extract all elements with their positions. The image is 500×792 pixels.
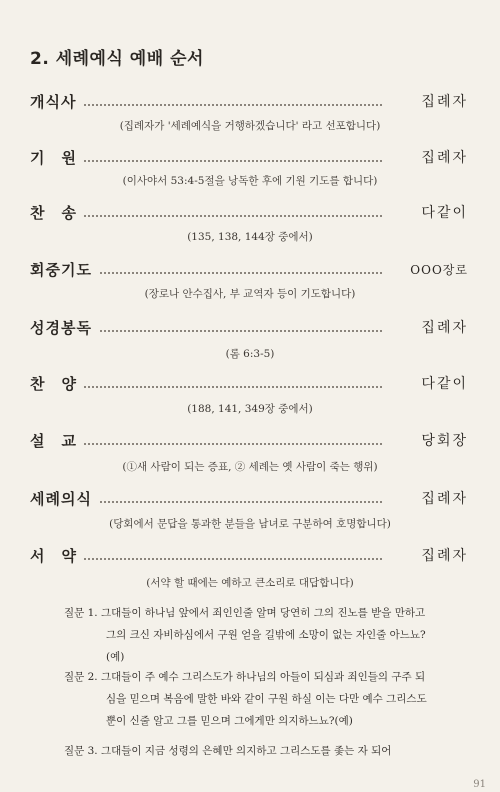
order-item-name: 세례의식 (30, 489, 98, 509)
page-number: 91 (473, 779, 486, 790)
order-item-name: 서 약 (30, 546, 83, 566)
order-item-note: (188, 141, 349장 중에서) (187, 403, 313, 415)
dot-leader (80, 272, 382, 274)
dot-leader (80, 160, 382, 162)
order-row-invocation (30, 148, 468, 170)
order-item-name: 찬 양 (30, 374, 83, 394)
dot-leader (80, 386, 382, 388)
order-item-leader: OOO장로 (404, 260, 468, 280)
order-item-leader: 집례자 (415, 489, 468, 509)
dot-leader (80, 330, 382, 332)
order-row-baptism-rite (30, 489, 468, 511)
order-row-praise (30, 374, 468, 396)
order-item-leader: 집례자 (415, 318, 468, 338)
order-item-note: (롬 6:3-5) (225, 348, 275, 360)
order-item-leader: 다같이 (415, 374, 468, 394)
section-title: 2. 세례예식 예배 순서 (30, 49, 204, 69)
dot-leader (80, 104, 382, 106)
vow-question-3: 질문 3. 그대들이 지금 성령의 은혜만 의지하고 그리스도를 좇는 자 되어 (64, 745, 392, 757)
order-row-sermon (30, 431, 468, 453)
order-item-note: (장로나 안수집사, 부 교역자 등이 기도합니다) (144, 288, 356, 300)
order-row-prayer (30, 260, 468, 282)
order-item-name: 설 교 (30, 431, 83, 451)
order-item-note: (서약 할 때에는 예하고 큰소리로 대답합니다) (146, 577, 354, 589)
order-item-leader: 집례자 (415, 148, 468, 168)
order-item-leader: 집례자 (415, 92, 468, 112)
order-item-name: 개식사 (30, 92, 82, 112)
order-item-name: 기 원 (30, 148, 83, 168)
order-row-vow (30, 546, 468, 568)
vow-question-2: 질문 2. 그대들이 주 예수 그리스도가 하나님의 아들이 되심과 죄인들의 구주 되심을 믿으며 복음에 말한 바와 같이 구원 하실 이는 다만 예수 그리스도 뿐이 신줄 알고 그를 믿으며 그에게만 의지하느뇨?(예) (64, 671, 427, 727)
order-item-note: (①새 사람이 되는 증표, ② 세례는 옛 사람이 죽는 행위) (122, 461, 378, 473)
order-item-leader: 집례자 (415, 546, 468, 566)
order-item-name: 회중기도 (30, 260, 98, 280)
order-item-name: 찬 송 (30, 203, 83, 223)
order-row-hymn (30, 203, 468, 225)
dot-leader (80, 215, 382, 217)
order-item-note: (집례자가 '세례예식을 거행하겠습니다' 라고 선포합니다) (119, 120, 381, 132)
dot-leader (80, 558, 382, 560)
order-item-note: (이사야서 53:4-5절을 낭독한 후에 기원 기도를 합니다) (122, 175, 378, 187)
vow-question-1: 질문 1. 그대들이 하나님 앞에서 죄인인줄 알며 당연히 그의 진노를 받을 만하고 그의 크신 자비하심에서 구원 얻을 길밖에 소망이 없는 자인줄 아느뇨?(예) (64, 607, 426, 663)
order-row-scripture (30, 318, 468, 340)
order-item-name: 성경봉독 (30, 318, 98, 338)
dot-leader (80, 443, 382, 445)
dot-leader (80, 501, 382, 503)
order-item-leader: 다같이 (415, 203, 468, 223)
order-item-note: (당회에서 문답을 통과한 분들을 남녀로 구분하여 호명합니다) (109, 518, 391, 530)
order-item-leader: 당회장 (415, 431, 468, 451)
order-item-note: (135, 138, 144장 중에서) (187, 231, 313, 243)
order-row-opening (30, 92, 468, 114)
